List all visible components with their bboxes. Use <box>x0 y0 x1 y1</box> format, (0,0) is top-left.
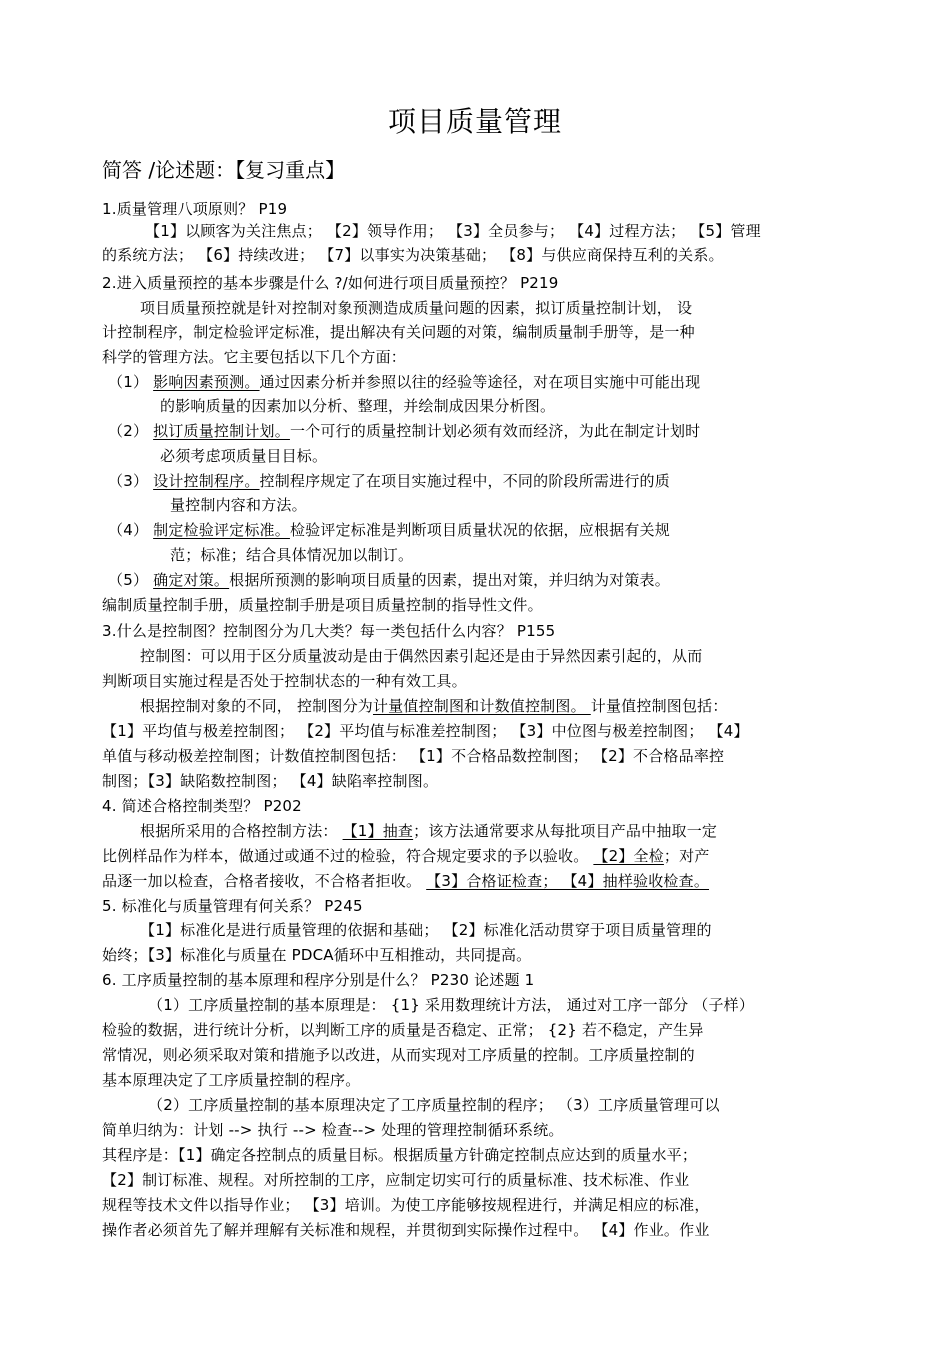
text-line <box>170 543 413 567</box>
text-segment: 计控制程序，制定检验评定标准，提出解决有关问题的对策，编制质量制手册等，是一种 <box>102 323 695 341</box>
text-segment: 4. 简述合格控制类型？ P202 <box>102 797 302 815</box>
text-line <box>102 1218 710 1242</box>
text-line <box>102 1118 564 1142</box>
text-segment: 控制程序规定了在项目实施过程中，不同的阶段所需进行的质 <box>259 472 670 490</box>
text-line <box>148 993 754 1017</box>
text-segment: 根据所预测的影响项目质量的因素，提出对策，并归纳为对策表。 <box>229 571 670 589</box>
text-segment: （1） <box>108 373 154 391</box>
underlined-term: 制定检验评定标准。 <box>153 521 290 539</box>
page-title: 项目质量管理 <box>387 105 562 138</box>
text-line <box>170 493 307 517</box>
text-segment: 必须考虑项质量目目标。 <box>160 447 328 465</box>
text-line <box>108 518 670 542</box>
text-line <box>102 593 543 617</box>
text-line <box>108 419 700 443</box>
underlined-term: 确定对策。 <box>153 571 230 589</box>
text-segment: 3.什么是控制图？控制图分为几大类？每一类包括什么内容？ P155 <box>102 622 556 640</box>
text-segment: 常情况，则必须采取对策和措施予以改进，从而实现对工序质量的控制。工序质量控制的 <box>102 1046 695 1064</box>
text-line <box>108 370 700 394</box>
text-segment: 5. 标准化与质量管理有何关系？ P245 <box>102 897 363 915</box>
text-line <box>102 1193 710 1217</box>
text-segment: 通过因素分析并参照以往的经验等途径，对在项目实施中可能出现 <box>259 373 701 391</box>
text-segment: 简单归纳为：计划 --> 执行 --> 检查--> 处理的管理控制循环系统。 <box>102 1121 564 1139</box>
text-segment: 科学的管理方法。它主要包括以下几个方面： <box>102 348 407 366</box>
text-line <box>102 197 287 221</box>
text-segment: 操作者必须首先了解并理解有关标准和规程，并贯彻到实际操作过程中。 【4】作业。作业 <box>102 1221 710 1239</box>
text-segment: 【1】以顾客为关注焦点； 【2】领导作用； 【3】全员参与； 【4】过程方法； 【5】管理 <box>145 222 761 240</box>
text-segment: ；对产 <box>663 847 710 865</box>
text-line <box>102 943 531 967</box>
text-line <box>102 243 724 267</box>
text-line <box>102 1068 360 1092</box>
text-line <box>140 644 702 668</box>
text-line <box>148 1093 720 1117</box>
section-heading: 简答 /论述题：【复习重点】 <box>102 158 346 182</box>
underlined-term: 影响因素预测。 <box>153 373 260 391</box>
underlined-term: 拟订质量控制计划。 <box>153 422 290 440</box>
text-line <box>140 296 692 320</box>
text-line <box>102 769 438 793</box>
text-line <box>102 320 695 344</box>
text-line <box>160 394 555 418</box>
text-line <box>102 1018 704 1042</box>
text-line <box>145 219 761 243</box>
text-line <box>102 1043 695 1067</box>
text-line <box>160 444 327 468</box>
text-line <box>140 694 728 718</box>
text-segment: 计量值控制图包括： <box>590 697 728 715</box>
text-line <box>108 469 670 493</box>
text-line <box>102 794 302 818</box>
text-segment: 1.质量管理八项原则？ P19 <box>102 200 288 218</box>
text-line <box>102 1143 697 1167</box>
text-line <box>102 844 710 868</box>
text-segment: 【1】平均值与极差控制图； 【2】平均值与标准差控制图； 【3】中位图与极差控制图； 【4】 <box>102 722 749 740</box>
text-line <box>102 271 559 295</box>
text-segment: 范；标准；结合具体情况加以制订。 <box>170 546 414 564</box>
text-segment: 编制质量控制手册，质量控制手册是项目质量控制的指导性文件。 <box>102 596 543 614</box>
text-line <box>102 345 406 369</box>
text-segment: 判断项目实施过程是否处于控制状态的一种有效工具。 <box>102 672 467 690</box>
text-segment: 根据控制对象的不同， 控制图分为 <box>140 697 373 715</box>
text-segment: 基本原理决定了工序质量控制的程序。 <box>102 1071 361 1089</box>
text-line <box>102 669 467 693</box>
text-line <box>102 619 555 643</box>
text-line <box>102 744 724 768</box>
text-segment: 【2】制订标准、规程。对所控制的工序，应制定切实可行的质量标准、技术标准、作业 <box>102 1171 690 1189</box>
text-segment: （5） <box>108 571 154 589</box>
text-segment: 单值与移动极差控制图；计数值控制图包括： 【1】不合格品数控制图； 【2】不合格品率控 <box>102 747 725 765</box>
text-segment: 比例样品作为样本，做通过或通不过的检验，符合规定要求的予以验收。 <box>102 847 594 865</box>
text-segment: 制图；【3】缺陷数控制图； 【4】缺陷率控制图。 <box>102 772 439 790</box>
text-segment: （1）工序质量控制的基本原理是： {1} 采用数理统计方法， 通过对工序一部分 （子样） <box>148 996 755 1014</box>
text-segment: 检验的数据，进行统计分析，以判断工序的质量是否稳定、正常； {2} 若不稳定，产生异 <box>102 1021 704 1039</box>
text-segment: （2）工序质量控制的基本原理决定了工序质量控制的程序； （3）工序质量管理可以 <box>148 1096 720 1114</box>
text-line <box>102 894 363 918</box>
text-segment: （3） <box>108 472 154 490</box>
underlined-term: 【2】全检 <box>593 847 664 865</box>
text-segment: 检验评定标准是判断项目质量状况的依据，应根据有关规 <box>289 521 670 539</box>
underlined-term: 设计控制程序。 <box>153 472 260 490</box>
text-line <box>102 1168 689 1192</box>
text-segment: 2.进入质量预控的基本步骤是什么 ?/如何进行项目质量预控？ P219 <box>102 274 559 292</box>
text-line <box>140 819 717 843</box>
text-line <box>140 918 712 942</box>
text-segment: 控制图：可以用于区分质量波动是由于偶然因素引起还是由于异然因素引起的，从而 <box>140 647 703 665</box>
text-segment: 一个可行的质量控制计划必须有效而经济，为此在制定计划时 <box>289 422 701 440</box>
text-segment: 【1】标准化是进行质量管理的依据和基础； 【2】标准化活动贯穿于项目质量管理的 <box>140 921 712 939</box>
underlined-term: 【1】抽查 <box>342 822 414 840</box>
text-segment: （4） <box>108 521 154 539</box>
text-line <box>102 869 709 893</box>
text-line <box>102 968 534 992</box>
text-segment: 始终；【3】标准化与质量在 PDCA循环中互相推动，共同提高。 <box>102 946 532 964</box>
text-segment: ；该方法通常要求从每批项目产品中抽取一定 <box>413 822 718 840</box>
text-segment: （2） <box>108 422 154 440</box>
text-segment: 其程序是：【1】确定各控制点的质量目标。根据质量方针确定控制点应达到的质量水平； <box>102 1146 698 1164</box>
text-segment: 量控制内容和方法。 <box>170 496 307 514</box>
text-segment: 6. 工序质量控制的基本原理和程序分别是什么？ P230 论述题 1 <box>102 971 535 989</box>
text-segment: 规程等技术文件以指导作业； 【3】培训。为使工序能够按规程进行，并满足相应的标准， <box>102 1196 710 1214</box>
underlined-term: 【3】合格证检查； 【4】抽样验收检查。 <box>426 872 710 890</box>
text-segment: 的影响质量的因素加以分析、整理，并绘制成因果分析图。 <box>160 397 556 415</box>
text-segment: 根据所采用的合格控制方法： <box>140 822 343 840</box>
text-segment: 品逐一加以检查，合格者接收，不合格者拒收。 <box>102 872 427 890</box>
text-line <box>102 719 749 743</box>
text-segment: 的系统方法； 【6】持续改进； 【7】以事实为决策基础； 【8】与供应商保持互利的关系。 <box>102 246 724 264</box>
underlined-term: 计量值控制图和计数值控制图。 <box>372 697 591 715</box>
text-segment: 项目质量预控就是针对控制对象预测造成质量问题的因素，拟订质量控制计划， 设 <box>140 299 693 317</box>
text-line <box>108 568 670 592</box>
